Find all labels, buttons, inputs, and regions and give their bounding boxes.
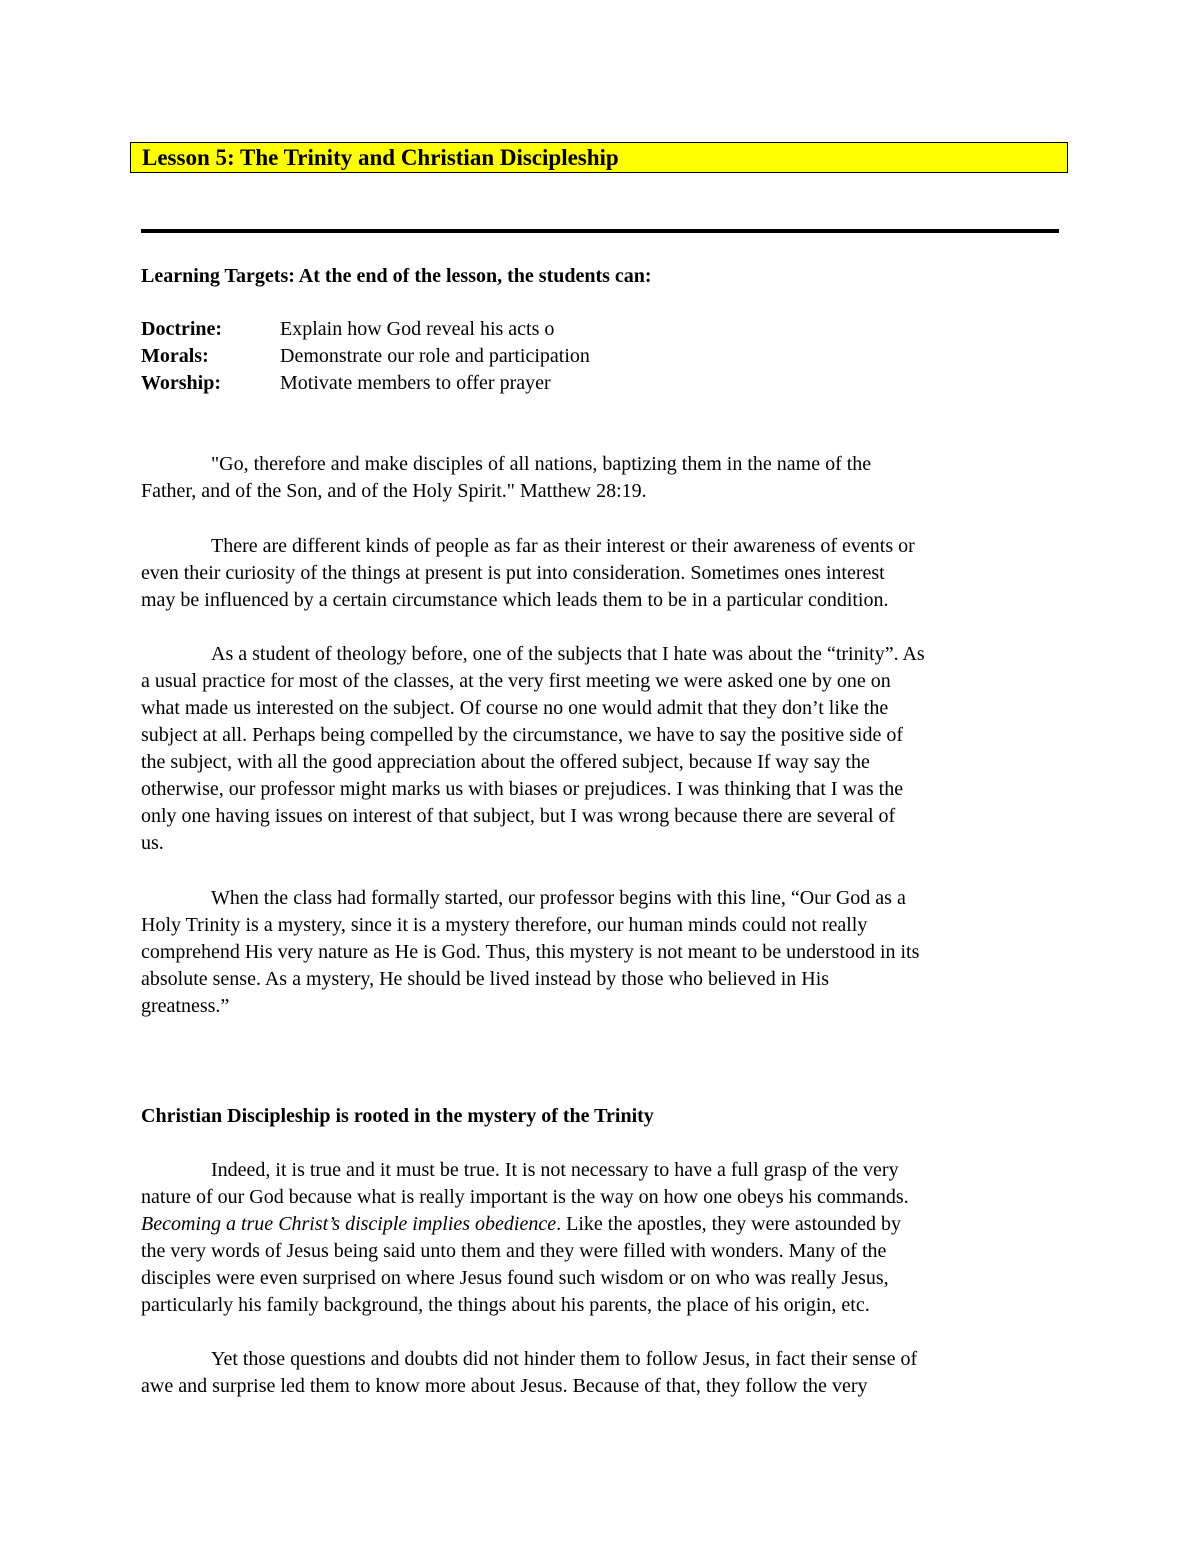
paragraph-yet xyxy=(141,1346,1059,1400)
target-text: Explain how God reveal his acts o xyxy=(280,318,555,340)
paragraph-line: As a student of theology before, one of the subjects that I hate was about the “trinity”. As xyxy=(211,643,925,665)
paragraph-line: subject at all. Perhaps being compelled by the circumstance, we have to say the positive side of xyxy=(141,724,903,746)
italic-emphasis: Becoming a true Christ’s disciple implies obedience xyxy=(141,1213,557,1235)
line-continuation: . Like the apostles, they were astounded by xyxy=(556,1213,902,1235)
paragraph-line: may be influenced by a certain circumstance which leads them to be in a particular condition. xyxy=(141,589,889,611)
paragraph-indeed xyxy=(141,1157,1059,1319)
horizontal-rule xyxy=(141,229,1059,233)
lesson-title: Lesson 5: The Trinity and Christian Discipleship xyxy=(142,145,619,170)
scripture-quote xyxy=(141,451,1059,505)
paragraph-line: what made us interested on the subject. Of course no one would admit that they don’t like the xyxy=(141,697,889,719)
paragraph-line: "Go, therefore and make disciples of all nations, baptizing them in the name of the xyxy=(211,453,872,475)
target-label: Doctrine: xyxy=(141,318,223,340)
section-heading: Christian Discipleship is rooted in the mystery of the Trinity xyxy=(141,1105,654,1127)
paragraph-line: us. xyxy=(141,832,164,854)
paragraph-line: comprehend His very nature as He is God. Thus, this mystery is not meant to be understood in its xyxy=(141,941,920,963)
paragraph-line: the subject, with all the good appreciation about the offered subject, because If way say the xyxy=(141,751,870,773)
paragraph-line: only one having issues on interest of that subject, but I was wrong because there are several of xyxy=(141,805,896,827)
paragraph-line: disciples were even surprised on where Jesus found such wisdom or on who was really Jesus, xyxy=(141,1267,889,1289)
paragraph-line: When the class had formally started, our professor begins with this line, “Our God as a xyxy=(211,887,906,909)
target-label: Morals: xyxy=(141,345,209,367)
paragraph-line: nature of our God because what is really important is the way on how one obeys his commands. xyxy=(141,1186,909,1208)
target-label: Worship: xyxy=(141,372,222,394)
paragraph-line: awe and surprise led them to know more about Jesus. Because of that, they follow the very xyxy=(141,1375,868,1397)
paragraph-line: even their curiosity of the things at present is put into consideration. Sometimes ones interest xyxy=(141,562,885,584)
paragraph-line: Holy Trinity is a mystery, since it is a mystery therefore, our human minds could not really xyxy=(141,914,868,936)
learning-targets-heading: Learning Targets: At the end of the lesson, the students can: xyxy=(141,265,652,287)
lesson-title-box xyxy=(130,142,1068,173)
paragraph-line: particularly his family background, the things about his parents, the place of his origin, etc. xyxy=(141,1294,870,1316)
paragraph-line: Yet those questions and doubts did not hinder them to follow Jesus, in fact their sense of xyxy=(211,1348,918,1370)
paragraph-line: greatness.” xyxy=(141,995,230,1017)
paragraph-theology-student xyxy=(141,641,1059,857)
paragraph-line: a usual practice for most of the classes, at the very first meeting we were asked one by one on xyxy=(141,670,891,692)
paragraph-line: There are different kinds of people as far as their interest or their awareness of events or xyxy=(211,535,915,557)
paragraph-line xyxy=(141,1211,1059,1238)
paragraph-line: absolute sense. As a mystery, He should be lived instead by those who believed in His xyxy=(141,968,830,990)
paragraph-line: otherwise, our professor might marks us with biases or prejudices. I was thinking that I was the xyxy=(141,778,904,800)
paragraph-line: the very words of Jesus being said unto them and they were filled with wonders. Many of the xyxy=(141,1240,887,1262)
paragraph-line: Father, and of the Son, and of the Holy Spirit." Matthew 28:19. xyxy=(141,480,647,502)
paragraph-professor-quote xyxy=(141,885,1059,1020)
target-text: Demonstrate our role and participation xyxy=(280,345,590,367)
paragraph-interest xyxy=(141,533,1059,614)
target-text: Motivate members to offer prayer xyxy=(280,372,551,394)
paragraph-line: Indeed, it is true and it must be true. It is not necessary to have a full grasp of the very xyxy=(211,1159,899,1181)
